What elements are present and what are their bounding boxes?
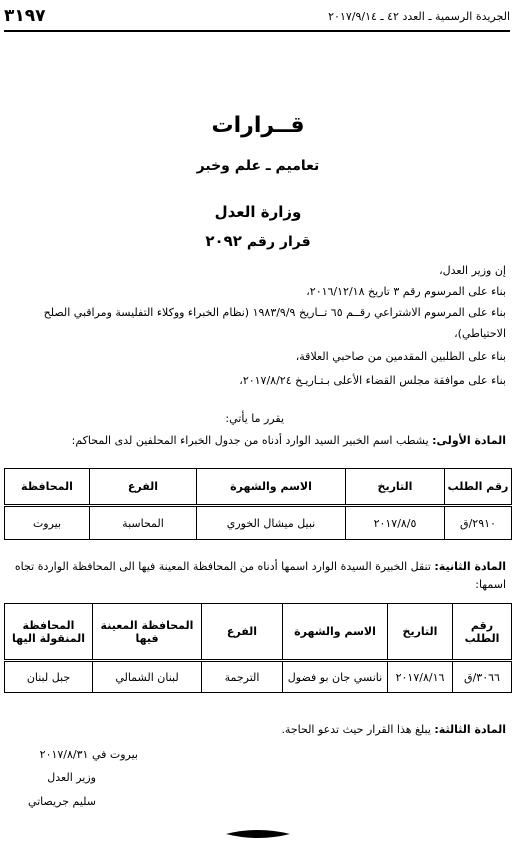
cell-governorate: بيروت <box>5 506 90 540</box>
article-3 <box>6 723 506 737</box>
table-header-row <box>5 469 512 506</box>
table-row <box>5 506 512 540</box>
article-2-label: المادة الثانية: <box>434 560 506 573</box>
cell-destination-governorate: جبل لبنان <box>5 661 93 693</box>
subsection-title: تعاميم ـ علم وخبر <box>196 158 320 174</box>
article-2-text: تنقل الخبيرة السيدة الوارد اسمها أدناه من المحافظة المعينة فيها الى المحافظة الواردة تجاه <box>14 560 431 573</box>
col-destination-governorate: المحافظة المنقولة اليها <box>5 604 93 661</box>
cell-branch: المحاسبة <box>90 506 197 540</box>
cell-branch: الترجمة <box>202 661 283 693</box>
section-title: قــرارات <box>211 113 305 138</box>
decision-heading <box>0 232 516 250</box>
col-request-number: رقم الطلب <box>445 469 512 506</box>
ministry-title: وزارة العدل <box>214 203 302 221</box>
cell-assigned-governorate: لبنان الشمالي <box>93 661 202 693</box>
signature-place-date: بيروت في ٢٠١٧/٨/٣١ <box>39 748 138 761</box>
article-2 <box>6 560 506 574</box>
preamble-line: بناء على الطلبين المقدمين من صاحبي العلاقة، <box>295 350 506 363</box>
col-date: التاريخ <box>346 469 445 506</box>
article-1 <box>6 434 506 448</box>
end-ornament <box>226 829 290 839</box>
gazette-issue-line: الجريدة الرسمية ـ العدد ٤٢ ـ ٢٠١٧/٩/١٤ <box>328 10 510 23</box>
col-governorate: المحافظة <box>5 469 90 506</box>
preamble-line: بناء على موافقة مجلس القضاء الأعلى بـتـاريـخ ٢٠١٧/٨/٢٤، <box>239 374 506 387</box>
header-rule <box>4 30 510 32</box>
decision-label: قرار رقم <box>246 234 311 250</box>
col-assigned-governorate: المحافظة المعينة فيها <box>93 604 202 661</box>
preamble-line: إن وزير العدل، <box>439 264 506 277</box>
article-2-continuation: اسمها: <box>475 578 506 591</box>
decision-number: ٢٠٩٢ <box>205 232 242 250</box>
table-header-row <box>5 604 512 661</box>
cell-name: نانسي جان بو فضول <box>283 661 388 693</box>
cell-request-number: ٢٩١٠/ق <box>445 506 512 540</box>
page-header <box>4 4 510 30</box>
signature-title: وزير العدل <box>47 771 96 784</box>
cell-date: ٢٠١٧/٨/٥ <box>346 506 445 540</box>
struck-off-expert-table <box>4 468 512 540</box>
preamble-line: بناء على المرسوم الاشتراعي رقــم ٦٥ تــاريخ ١٩٨٣/٩/٩ (نظام الخبراء ووكلاء التفليسة ومراقبي الصلح <box>43 306 506 319</box>
col-request-number: رقم الطلب <box>453 604 512 661</box>
col-date: التاريخ <box>388 604 453 661</box>
decides-line: يقرر ما يأتي: <box>225 412 284 425</box>
cell-date: ٢٠١٧/٨/١٦ <box>388 661 453 693</box>
col-name: الاسم والشهرة <box>283 604 388 661</box>
page-number: ٣١٩٧ <box>4 6 46 26</box>
article-1-text: يشطب اسم الخبير السيد الوارد أدناه من جدول الخبراء المحلفين لدى المحاكم: <box>71 434 429 447</box>
cell-request-number: ٣٠٦٦/ق <box>453 661 512 693</box>
col-branch: الفرع <box>202 604 283 661</box>
signature-name: سليم جريصاتي <box>27 795 96 808</box>
article-3-text: يبلغ هذا القرار حيث تدعو الحاجة. <box>281 723 431 736</box>
col-branch: الفرع <box>90 469 197 506</box>
preamble-line: بناء على المرسوم رقم ٣ تاريخ ٢٠١٦/١٢/١٨، <box>306 285 506 298</box>
col-name: الاسم والشهرة <box>197 469 346 506</box>
article-3-label: المادة الثالثة: <box>434 723 506 736</box>
transferred-expert-table <box>4 603 512 693</box>
preamble-line: الاحتياطي)، <box>454 327 506 340</box>
cell-name: نبيل ميشال الخوري <box>197 506 346 540</box>
table-row <box>5 661 512 693</box>
article-1-label: المادة الأولى: <box>432 434 506 447</box>
